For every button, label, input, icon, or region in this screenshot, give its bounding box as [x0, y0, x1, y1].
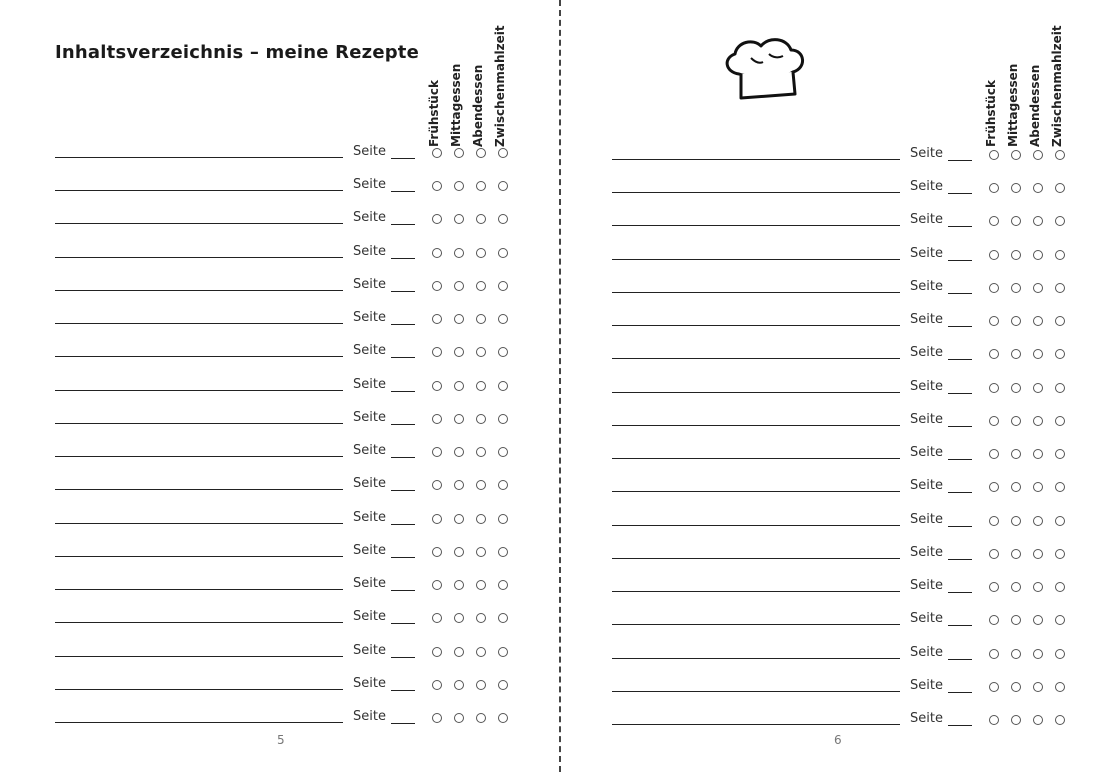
checkbox-fruehstueck[interactable] — [432, 480, 442, 490]
checkbox-abendessen[interactable] — [1033, 416, 1043, 426]
recipe-name-line[interactable] — [612, 358, 900, 359]
checkbox-abendessen[interactable] — [476, 381, 486, 391]
recipe-name-line[interactable] — [55, 190, 343, 191]
recipe-row — [0, 609, 558, 629]
recipe-row — [561, 678, 1119, 698]
checkbox-abendessen[interactable] — [476, 680, 486, 690]
recipe-row — [561, 146, 1119, 166]
checkbox-abendessen[interactable] — [1033, 316, 1043, 326]
recipe-row — [0, 277, 558, 297]
page-number-line[interactable] — [948, 492, 972, 493]
checkbox-fruehstueck[interactable] — [432, 214, 442, 224]
recipe-row — [0, 343, 558, 363]
checkbox-mittagessen[interactable] — [1011, 715, 1021, 725]
page-label: Seite — [910, 478, 943, 493]
checkbox-abendessen[interactable] — [476, 347, 486, 357]
left-page: Inhaltsverzeichnis – meine Rezepte Frühstück Mittagessen Abendessen Zwischenmahlzeit Seite Seite Seite Seite Seite Seite Seite Seite Seite Seite Seite Seite Seite Seite Seite Seite Seite Seite 5 — [0, 0, 558, 772]
checkbox-fruehstueck[interactable] — [432, 381, 442, 391]
checkbox-mittagessen[interactable] — [454, 613, 464, 623]
recipe-row — [561, 345, 1119, 365]
checkbox-fruehstueck[interactable] — [989, 516, 999, 526]
checkbox-mittagessen[interactable] — [1011, 216, 1021, 226]
checkbox-zwischenmahlzeit[interactable] — [498, 347, 508, 357]
recipe-row — [561, 611, 1119, 631]
checkbox-fruehstueck[interactable] — [432, 647, 442, 657]
checkbox-mittagessen[interactable] — [1011, 150, 1021, 160]
page-label: Seite — [910, 146, 943, 161]
page-label: Seite — [910, 212, 943, 227]
checkbox-fruehstueck[interactable] — [989, 383, 999, 393]
recipe-name-line[interactable] — [612, 691, 900, 692]
page-number-line[interactable] — [391, 424, 415, 425]
checkbox-mittagessen[interactable] — [454, 414, 464, 424]
page-label: Seite — [353, 709, 386, 724]
checkbox-abendessen[interactable] — [1033, 283, 1043, 293]
checkbox-fruehstueck[interactable] — [989, 649, 999, 659]
page-number-line[interactable] — [391, 690, 415, 691]
checkbox-abendessen[interactable] — [476, 447, 486, 457]
recipe-name-line[interactable] — [612, 525, 900, 526]
recipe-name-line[interactable] — [55, 290, 343, 291]
page-number-line[interactable] — [391, 258, 415, 259]
checkbox-mittagessen[interactable] — [454, 514, 464, 524]
recipe-row — [0, 210, 558, 230]
checkbox-mittagessen[interactable] — [1011, 250, 1021, 260]
checkbox-mittagessen[interactable] — [454, 381, 464, 391]
page-number-line[interactable] — [391, 158, 415, 159]
checkbox-abendessen[interactable] — [1033, 482, 1043, 492]
checkbox-fruehstueck[interactable] — [989, 216, 999, 226]
recipe-row — [0, 310, 558, 330]
recipe-name-line[interactable] — [612, 159, 900, 160]
checkbox-mittagessen[interactable] — [454, 314, 464, 324]
checkbox-mittagessen[interactable] — [1011, 383, 1021, 393]
checkbox-mittagessen[interactable] — [1011, 449, 1021, 459]
page-number-line[interactable] — [391, 291, 415, 292]
recipe-name-line[interactable] — [55, 323, 343, 324]
page-number: 5 — [277, 733, 285, 747]
recipe-name-line[interactable] — [612, 658, 900, 659]
checkbox-abendessen[interactable] — [1033, 383, 1043, 393]
recipe-name-line[interactable] — [612, 591, 900, 592]
page-number: 6 — [834, 733, 842, 747]
checkbox-fruehstueck[interactable] — [432, 414, 442, 424]
checkbox-abendessen[interactable] — [1033, 549, 1043, 559]
checkbox-fruehstueck[interactable] — [432, 447, 442, 457]
recipe-row — [561, 379, 1119, 399]
page-number-line[interactable] — [391, 590, 415, 591]
page-label: Seite — [353, 343, 386, 358]
page-label: Seite — [353, 609, 386, 624]
checkbox-zwischenmahlzeit[interactable] — [498, 713, 508, 723]
page-number-line[interactable] — [391, 224, 415, 225]
recipe-row — [0, 510, 558, 530]
checkbox-abendessen[interactable] — [1033, 615, 1043, 625]
checkbox-zwischenmahlzeit[interactable] — [1055, 649, 1065, 659]
page-label: Seite — [353, 177, 386, 192]
checkbox-abendessen[interactable] — [1033, 250, 1043, 260]
checkbox-mittagessen[interactable] — [454, 680, 464, 690]
checkbox-fruehstueck[interactable] — [989, 183, 999, 193]
recipe-name-line[interactable] — [612, 292, 900, 293]
checkbox-fruehstueck[interactable] — [432, 347, 442, 357]
checkbox-zwischenmahlzeit[interactable] — [1055, 582, 1065, 592]
recipe-row — [0, 709, 558, 729]
checkbox-abendessen[interactable] — [476, 314, 486, 324]
checkbox-abendessen[interactable] — [1033, 649, 1043, 659]
recipe-name-line[interactable] — [612, 491, 900, 492]
checkbox-mittagessen[interactable] — [454, 547, 464, 557]
page-label: Seite — [910, 645, 943, 660]
checkbox-fruehstueck[interactable] — [432, 547, 442, 557]
checkbox-mittagessen[interactable] — [454, 214, 464, 224]
checkbox-fruehstueck[interactable] — [432, 281, 442, 291]
checkbox-abendessen[interactable] — [476, 713, 486, 723]
recipe-row — [0, 576, 558, 596]
page-number-line[interactable] — [948, 393, 972, 394]
checkbox-zwischenmahlzeit[interactable] — [498, 214, 508, 224]
checkbox-mittagessen[interactable] — [454, 281, 464, 291]
page-label: Seite — [910, 512, 943, 527]
recipe-row — [561, 512, 1119, 532]
checkbox-zwischenmahlzeit[interactable] — [498, 281, 508, 291]
checkbox-mittagessen[interactable] — [454, 580, 464, 590]
recipe-name-line[interactable] — [55, 356, 343, 357]
page-number-line[interactable] — [391, 723, 415, 724]
page-number-line[interactable] — [948, 725, 972, 726]
checkbox-mittagessen[interactable] — [1011, 582, 1021, 592]
page-number-line[interactable] — [948, 692, 972, 693]
checkbox-abendessen[interactable] — [476, 214, 486, 224]
checkbox-mittagessen[interactable] — [1011, 649, 1021, 659]
recipe-row — [561, 578, 1119, 598]
checkbox-abendessen[interactable] — [476, 181, 486, 191]
page-label: Seite — [353, 476, 386, 491]
page-number-line[interactable] — [391, 657, 415, 658]
checkbox-fruehstueck[interactable] — [989, 349, 999, 359]
page-label: Seite — [910, 545, 943, 560]
recipe-row — [561, 279, 1119, 299]
recipe-name-line[interactable] — [55, 223, 343, 224]
recipe-name-line[interactable] — [612, 325, 900, 326]
checkbox-abendessen[interactable] — [1033, 582, 1043, 592]
page-label: Seite — [910, 711, 943, 726]
recipe-row — [561, 312, 1119, 332]
checkbox-zwischenmahlzeit[interactable] — [498, 514, 508, 524]
recipe-name-line[interactable] — [55, 523, 343, 524]
page-label: Seite — [910, 412, 943, 427]
checkbox-mittagessen[interactable] — [1011, 183, 1021, 193]
recipe-row — [0, 177, 558, 197]
checkbox-zwischenmahlzeit[interactable] — [1055, 449, 1065, 459]
checkbox-abendessen[interactable] — [1033, 216, 1043, 226]
checkbox-fruehstueck[interactable] — [989, 250, 999, 260]
page-number-line[interactable] — [391, 457, 415, 458]
checkbox-mittagessen[interactable] — [454, 480, 464, 490]
checkbox-zwischenmahlzeit[interactable] — [498, 613, 508, 623]
checkbox-zwischenmahlzeit[interactable] — [1055, 283, 1065, 293]
recipe-name-line[interactable] — [55, 157, 343, 158]
checkbox-mittagessen[interactable] — [454, 148, 464, 158]
checkbox-zwischenmahlzeit[interactable] — [498, 480, 508, 490]
checkbox-mittagessen[interactable] — [454, 447, 464, 457]
checkbox-fruehstueck[interactable] — [989, 416, 999, 426]
page-label: Seite — [353, 244, 386, 259]
recipe-name-line[interactable] — [612, 192, 900, 193]
page-label: Seite — [910, 279, 943, 294]
page-label: Seite — [353, 676, 386, 691]
checkbox-zwischenmahlzeit[interactable] — [1055, 416, 1065, 426]
checkbox-fruehstueck[interactable] — [989, 150, 999, 160]
page-number-line[interactable] — [948, 359, 972, 360]
recipe-name-line[interactable] — [612, 724, 900, 725]
recipe-name-line[interactable] — [55, 589, 343, 590]
page-label: Seite — [353, 510, 386, 525]
recipe-name-line[interactable] — [55, 556, 343, 557]
page-number-line[interactable] — [948, 559, 972, 560]
recipe-row — [561, 179, 1119, 199]
page-label: Seite — [910, 379, 943, 394]
checkbox-zwischenmahlzeit[interactable] — [1055, 349, 1065, 359]
recipe-name-line[interactable] — [55, 390, 343, 391]
checkbox-abendessen[interactable] — [476, 613, 486, 623]
recipe-row — [561, 246, 1119, 266]
page-label: Seite — [910, 445, 943, 460]
page-number-line[interactable] — [948, 625, 972, 626]
checkbox-zwischenmahlzeit[interactable] — [498, 248, 508, 258]
page-number-line[interactable] — [948, 193, 972, 194]
page-number-line[interactable] — [948, 426, 972, 427]
recipe-name-line[interactable] — [55, 489, 343, 490]
recipe-row — [0, 543, 558, 563]
checkbox-abendessen[interactable] — [1033, 682, 1043, 692]
checkbox-zwischenmahlzeit[interactable] — [498, 381, 508, 391]
checkbox-zwischenmahlzeit[interactable] — [498, 414, 508, 424]
checkbox-mittagessen[interactable] — [1011, 682, 1021, 692]
recipe-name-line[interactable] — [612, 225, 900, 226]
checkbox-fruehstueck[interactable] — [989, 615, 999, 625]
recipe-row — [0, 676, 558, 696]
checkbox-fruehstueck[interactable] — [432, 580, 442, 590]
checkbox-mittagessen[interactable] — [1011, 349, 1021, 359]
recipe-row — [561, 445, 1119, 465]
checkbox-fruehstueck[interactable] — [989, 715, 999, 725]
checkbox-mittagessen[interactable] — [1011, 416, 1021, 426]
checkbox-zwischenmahlzeit[interactable] — [1055, 516, 1065, 526]
recipe-row — [561, 212, 1119, 232]
page-number-line[interactable] — [948, 226, 972, 227]
checkbox-zwischenmahlzeit[interactable] — [498, 680, 508, 690]
recipe-row — [0, 377, 558, 397]
recipe-name-line[interactable] — [55, 456, 343, 457]
recipe-name-line[interactable] — [612, 458, 900, 459]
checkbox-abendessen[interactable] — [476, 547, 486, 557]
recipe-name-line[interactable] — [612, 558, 900, 559]
checkbox-abendessen[interactable] — [1033, 150, 1043, 160]
recipe-row — [561, 478, 1119, 498]
recipe-row — [561, 412, 1119, 432]
checkbox-fruehstueck[interactable] — [989, 449, 999, 459]
page-number-line[interactable] — [948, 160, 972, 161]
checkbox-fruehstueck[interactable] — [432, 181, 442, 191]
page-number-line[interactable] — [391, 357, 415, 358]
checkbox-zwischenmahlzeit[interactable] — [498, 547, 508, 557]
checkbox-abendessen[interactable] — [476, 514, 486, 524]
checkbox-zwischenmahlzeit[interactable] — [498, 181, 508, 191]
checkbox-fruehstueck[interactable] — [432, 713, 442, 723]
checkbox-abendessen[interactable] — [476, 647, 486, 657]
recipe-name-line[interactable] — [55, 423, 343, 424]
page-label: Seite — [353, 210, 386, 225]
page-number-line[interactable] — [948, 293, 972, 294]
checkbox-zwischenmahlzeit[interactable] — [1055, 183, 1065, 193]
right-page: Frühstück Mittagessen Abendessen Zwischenmahlzeit Seite Seite Seite Seite Seite Seite Seite Seite Seite Seite Seite Seite Seite Seite Seite Seite Seite Seite 6 — [561, 0, 1119, 772]
checkbox-mittagessen[interactable] — [1011, 316, 1021, 326]
page-number-line[interactable] — [948, 260, 972, 261]
checkbox-mittagessen[interactable] — [1011, 615, 1021, 625]
page-label: Seite — [353, 310, 386, 325]
recipe-row — [0, 144, 558, 164]
checkbox-mittagessen[interactable] — [1011, 482, 1021, 492]
checkbox-abendessen[interactable] — [1033, 516, 1043, 526]
recipe-row — [561, 711, 1119, 731]
checkbox-fruehstueck[interactable] — [432, 148, 442, 158]
page-number-line[interactable] — [391, 557, 415, 558]
checkbox-fruehstueck[interactable] — [432, 680, 442, 690]
chef-hat-icon — [721, 36, 807, 104]
page-label: Seite — [353, 277, 386, 292]
page-number-line[interactable] — [948, 592, 972, 593]
checkbox-zwischenmahlzeit[interactable] — [498, 148, 508, 158]
checkbox-zwischenmahlzeit[interactable] — [1055, 383, 1065, 393]
page-label: Seite — [910, 678, 943, 693]
page-label: Seite — [910, 611, 943, 626]
checkbox-fruehstueck[interactable] — [989, 283, 999, 293]
recipe-name-line[interactable] — [55, 257, 343, 258]
checkbox-mittagessen[interactable] — [454, 248, 464, 258]
recipe-name-line[interactable] — [55, 722, 343, 723]
recipe-name-line[interactable] — [612, 624, 900, 625]
checkbox-zwischenmahlzeit[interactable] — [498, 447, 508, 457]
checkbox-fruehstueck[interactable] — [989, 549, 999, 559]
checkbox-fruehstueck[interactable] — [989, 582, 999, 592]
checkbox-fruehstueck[interactable] — [432, 514, 442, 524]
checkbox-fruehstueck[interactable] — [432, 248, 442, 258]
page-number-line[interactable] — [391, 623, 415, 624]
page-label: Seite — [910, 179, 943, 194]
recipe-name-line[interactable] — [612, 425, 900, 426]
page-label: Seite — [910, 312, 943, 327]
checkbox-fruehstueck[interactable] — [989, 482, 999, 492]
page-number-line[interactable] — [391, 524, 415, 525]
checkbox-abendessen[interactable] — [476, 580, 486, 590]
page-label: Seite — [353, 144, 386, 159]
checkbox-abendessen[interactable] — [1033, 349, 1043, 359]
page-label: Seite — [353, 543, 386, 558]
page-label: Seite — [353, 377, 386, 392]
recipe-row — [0, 476, 558, 496]
checkbox-mittagessen[interactable] — [454, 713, 464, 723]
page-number-line[interactable] — [391, 191, 415, 192]
recipe-name-line[interactable] — [55, 622, 343, 623]
checkbox-zwischenmahlzeit[interactable] — [1055, 715, 1065, 725]
checkbox-zwischenmahlzeit[interactable] — [1055, 615, 1065, 625]
recipe-row — [0, 244, 558, 264]
recipe-name-line[interactable] — [612, 392, 900, 393]
checkbox-zwischenmahlzeit[interactable] — [498, 647, 508, 657]
checkbox-mittagessen[interactable] — [454, 347, 464, 357]
recipe-row — [561, 645, 1119, 665]
page-number-line[interactable] — [948, 326, 972, 327]
checkbox-abendessen[interactable] — [1033, 715, 1043, 725]
page-title: Inhaltsverzeichnis – meine Rezepte — [55, 42, 420, 63]
checkbox-abendessen[interactable] — [476, 281, 486, 291]
checkbox-zwischenmahlzeit[interactable] — [1055, 216, 1065, 226]
recipe-name-line[interactable] — [612, 259, 900, 260]
checkbox-zwischenmahlzeit[interactable] — [1055, 482, 1065, 492]
recipe-row — [0, 643, 558, 663]
checkbox-zwischenmahlzeit[interactable] — [1055, 316, 1065, 326]
page-number-line[interactable] — [948, 459, 972, 460]
page-number-line[interactable] — [948, 526, 972, 527]
checkbox-mittagessen[interactable] — [454, 181, 464, 191]
checkbox-mittagessen[interactable] — [1011, 516, 1021, 526]
page-number-line[interactable] — [391, 391, 415, 392]
checkbox-zwischenmahlzeit[interactable] — [498, 314, 508, 324]
checkbox-zwischenmahlzeit[interactable] — [498, 580, 508, 590]
checkbox-abendessen[interactable] — [476, 414, 486, 424]
checkbox-mittagessen[interactable] — [454, 647, 464, 657]
checkbox-mittagessen[interactable] — [1011, 549, 1021, 559]
checkbox-zwischenmahlzeit[interactable] — [1055, 682, 1065, 692]
page-label: Seite — [353, 443, 386, 458]
recipe-row — [0, 443, 558, 463]
checkbox-fruehstueck[interactable] — [989, 682, 999, 692]
page-number-line[interactable] — [948, 659, 972, 660]
checkbox-mittagessen[interactable] — [1011, 283, 1021, 293]
page-label: Seite — [353, 643, 386, 658]
checkbox-abendessen[interactable] — [1033, 183, 1043, 193]
recipe-name-line[interactable] — [55, 656, 343, 657]
checkbox-abendessen[interactable] — [1033, 449, 1043, 459]
recipe-row — [561, 545, 1119, 565]
page-label: Seite — [353, 410, 386, 425]
page-label: Seite — [910, 246, 943, 261]
checkbox-fruehstueck[interactable] — [989, 316, 999, 326]
checkbox-abendessen[interactable] — [476, 148, 486, 158]
checkbox-zwischenmahlzeit[interactable] — [1055, 549, 1065, 559]
page-number-line[interactable] — [391, 324, 415, 325]
checkbox-abendessen[interactable] — [476, 248, 486, 258]
checkbox-fruehstueck[interactable] — [432, 314, 442, 324]
page-label: Seite — [353, 576, 386, 591]
checkbox-zwischenmahlzeit[interactable] — [1055, 250, 1065, 260]
checkbox-zwischenmahlzeit[interactable] — [1055, 150, 1065, 160]
checkbox-fruehstueck[interactable] — [432, 613, 442, 623]
page-number-line[interactable] — [391, 490, 415, 491]
checkbox-abendessen[interactable] — [476, 480, 486, 490]
page-label: Seite — [910, 345, 943, 360]
recipe-name-line[interactable] — [55, 689, 343, 690]
page-label: Seite — [910, 578, 943, 593]
recipe-row — [0, 410, 558, 430]
